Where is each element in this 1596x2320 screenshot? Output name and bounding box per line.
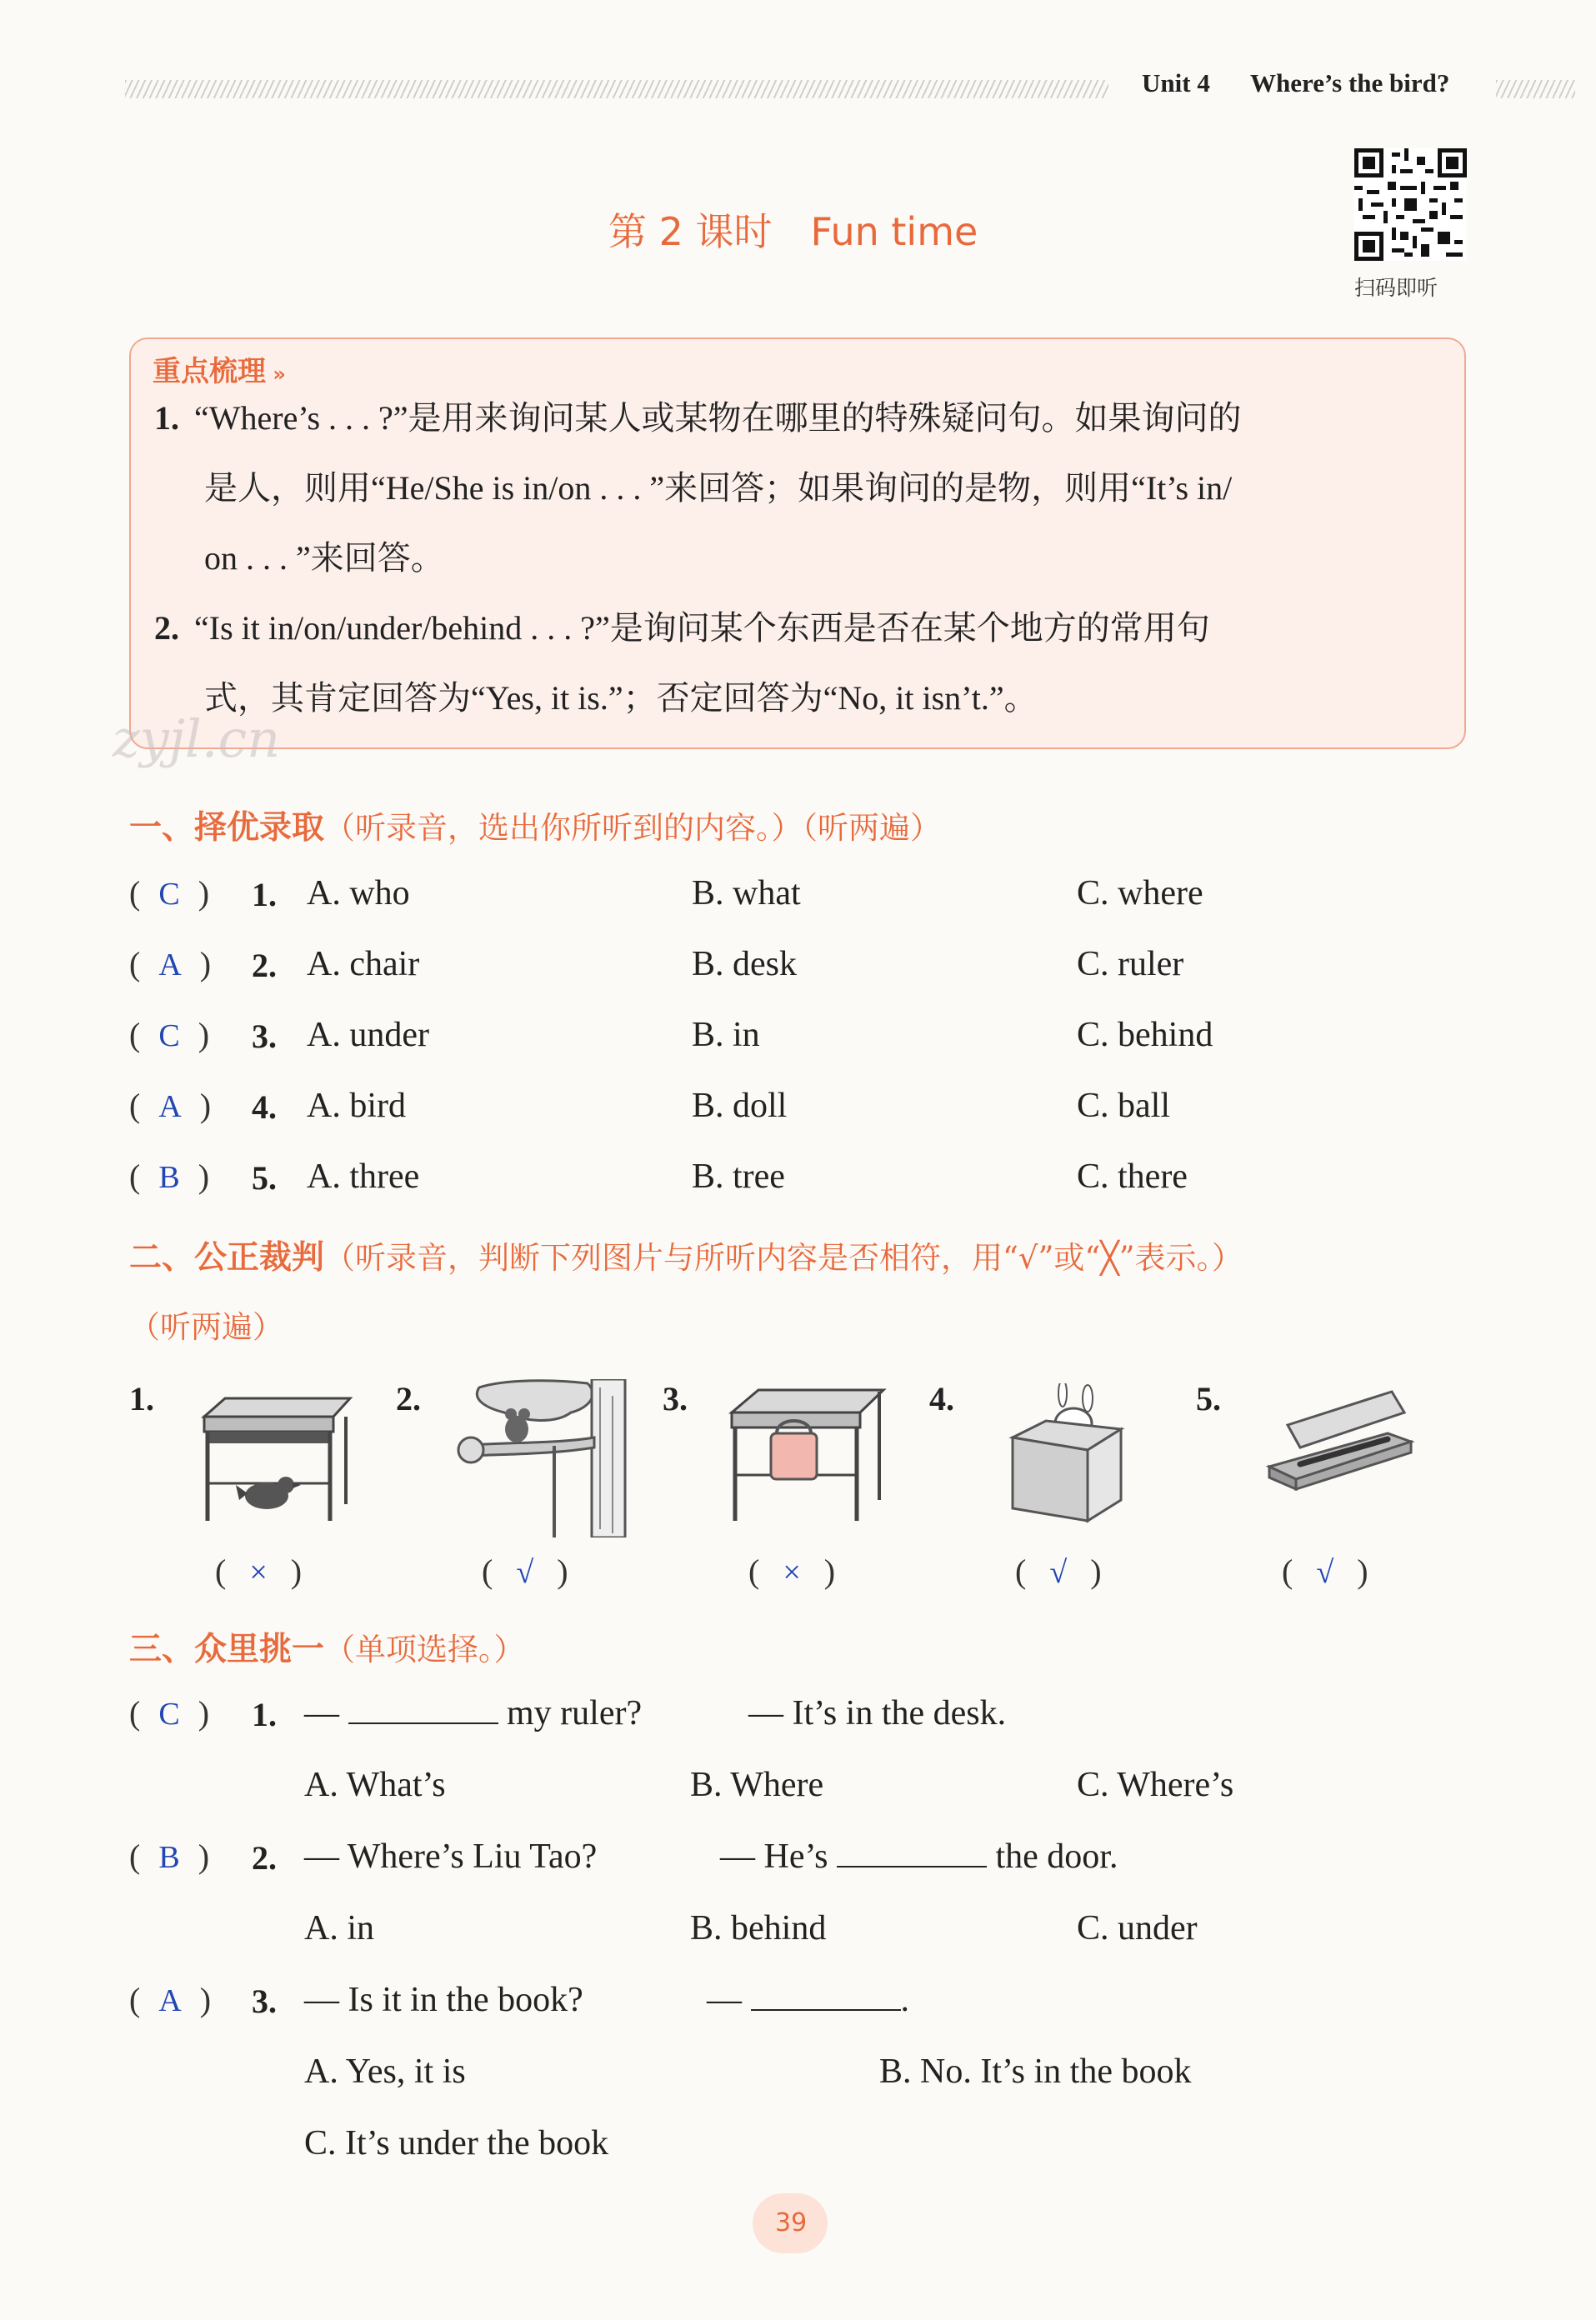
picture-answer-4: ( √ ) — [1015, 1552, 1102, 1590]
judge-mark: √ — [516, 1555, 534, 1590]
option-a: A. Yes, it is — [304, 2052, 466, 2091]
picture-answer-1: ( × ) — [215, 1552, 303, 1590]
answer-letter: C — [158, 1697, 180, 1732]
header-decoration-left — [125, 80, 1108, 98]
question-number: 3. — [252, 1982, 277, 2020]
question-number: 1. — [252, 1696, 277, 1733]
section1-title: 一、择优录取（听录音，选出你所听到的内容。）（听两遍） — [129, 809, 942, 847]
question-stem: — Is it in the book? — [304, 1981, 583, 2019]
answer-paren: ( A ) — [129, 1981, 212, 2018]
answer-paren: ( B ) — [129, 1838, 210, 1875]
picture-mouse-in-tree — [454, 1379, 633, 1538]
qr-code[interactable] — [1354, 148, 1467, 261]
answer-paren: ( C ) — [129, 1694, 210, 1732]
answer-letter: C — [158, 1018, 180, 1053]
option-b: B. Where — [690, 1766, 824, 1804]
option-a: A. What’s — [304, 1766, 446, 1804]
question-number: 2. — [252, 1839, 277, 1877]
picture-rabbit-in-box — [1008, 1383, 1125, 1525]
picture-answer-3: ( × ) — [748, 1552, 836, 1590]
option-a: A. bird — [307, 1087, 406, 1125]
option-a: A. three — [307, 1158, 420, 1196]
key-point-1: 1. “Where’s . . . ?”是用来询问某人或某物在哪里的特殊疑问句。如果询问的 是人，则用“He/She is in/on . . . ”来回答；如果询问的是物，则用“It’s in/ on . . . ”来回答。 — [154, 399, 1242, 577]
answer-paren: ( C ) — [129, 874, 210, 912]
option-b: B. tree — [692, 1158, 785, 1196]
question-reply: — He’s the door. — [720, 1838, 1118, 1876]
answer-paren: ( A ) — [129, 945, 212, 982]
option-b: B. in — [692, 1016, 760, 1054]
judge-mark: √ — [1049, 1555, 1068, 1590]
header-decoration-right — [1496, 80, 1575, 98]
picture-number-4: 4. — [929, 1380, 954, 1418]
judge-mark: × — [783, 1555, 801, 1590]
option-b: B. No. It’s in the book — [879, 2052, 1192, 2091]
answer-letter: C — [158, 877, 180, 912]
unit-label: Unit 4 — [1142, 68, 1210, 98]
answer-letter: B — [158, 1160, 180, 1195]
question-reply: — . — [707, 1981, 909, 2019]
question-reply: — It’s in the desk. — [748, 1694, 1007, 1732]
answer-letter: A — [158, 1983, 182, 2018]
question-number: 2. — [252, 947, 277, 984]
section2-title: 二、公正裁判（听录音，判断下列图片与所听内容是否相符，用“√”或“╳”表示。） — [129, 1239, 1243, 1277]
lesson-title: 第 2 课时 Fun time — [608, 209, 978, 254]
option-b: B. desk — [692, 945, 797, 983]
option-c: C. Where’s — [1077, 1766, 1234, 1804]
section2-instruction2: （听两遍） — [129, 1309, 283, 1345]
question-number: 1. — [252, 876, 277, 913]
option-b: B. doll — [692, 1087, 788, 1125]
answer-paren: ( A ) — [129, 1087, 212, 1124]
picture-number-5: 5. — [1196, 1380, 1221, 1418]
option-c: C. ruler — [1077, 945, 1184, 983]
key-point-number: 2. — [154, 609, 179, 647]
option-a: A. in — [304, 1909, 374, 1948]
watermark: zyjl.cn — [113, 708, 281, 769]
option-c: C. behind — [1077, 1016, 1213, 1054]
option-c: C. under — [1077, 1909, 1198, 1948]
option-a: A. who — [307, 874, 410, 912]
unit-title: Where’s the bird? — [1250, 68, 1450, 98]
section3-title: 三、众里挑一（单项选择。） — [129, 1631, 525, 1668]
answer-blank[interactable] — [751, 2009, 901, 2011]
picture-pen-in-pencil-case — [1263, 1388, 1417, 1512]
answer-paren: ( B ) — [129, 1158, 210, 1195]
picture-answer-5: ( √ ) — [1282, 1552, 1368, 1590]
option-a: A. chair — [307, 945, 420, 983]
answer-paren: ( C ) — [129, 1016, 210, 1053]
question-number: 5. — [252, 1159, 277, 1197]
picture-bag-on-desk — [725, 1383, 888, 1525]
answer-blank[interactable] — [837, 1866, 987, 1868]
judge-mark: × — [249, 1555, 268, 1590]
key-points-title: 重点梳理 » — [153, 355, 286, 388]
question-number: 3. — [252, 1018, 277, 1055]
picture-answer-2: ( √ ) — [482, 1552, 568, 1590]
picture-number-1: 1. — [129, 1380, 154, 1418]
picture-number-3: 3. — [663, 1380, 688, 1418]
key-point-number: 1. — [154, 399, 179, 437]
option-c: C. where — [1077, 874, 1203, 912]
question-stem: — my ruler? — [304, 1694, 643, 1732]
answer-letter: B — [158, 1840, 180, 1875]
option-c: C. ball — [1077, 1087, 1170, 1125]
qr-caption: 扫码即听 — [1354, 276, 1438, 300]
page-number: 39 — [775, 2208, 808, 2238]
answer-letter: A — [158, 948, 182, 982]
option-b: B. behind — [690, 1909, 827, 1948]
answer-blank[interactable] — [348, 1722, 498, 1724]
answer-letter: A — [158, 1089, 182, 1124]
question-number: 4. — [252, 1088, 277, 1126]
key-point-2: 2. “Is it in/on/under/behind . . . ?”是询问某个东西是否在某个地方的常用句 式，其肯定回答为“Yes, it is.”；否定回答为“No, it isn’t.”。 — [154, 609, 1210, 717]
option-c: C. It’s under the book — [304, 2124, 609, 2162]
picture-number-2: 2. — [396, 1380, 421, 1418]
option-a: A. under — [307, 1016, 429, 1054]
picture-bird-under-desk — [196, 1392, 354, 1525]
option-c: C. there — [1077, 1158, 1188, 1196]
judge-mark: √ — [1316, 1555, 1334, 1590]
question-stem: — Where’s Liu Tao? — [304, 1838, 598, 1876]
option-b: B. what — [692, 874, 801, 912]
